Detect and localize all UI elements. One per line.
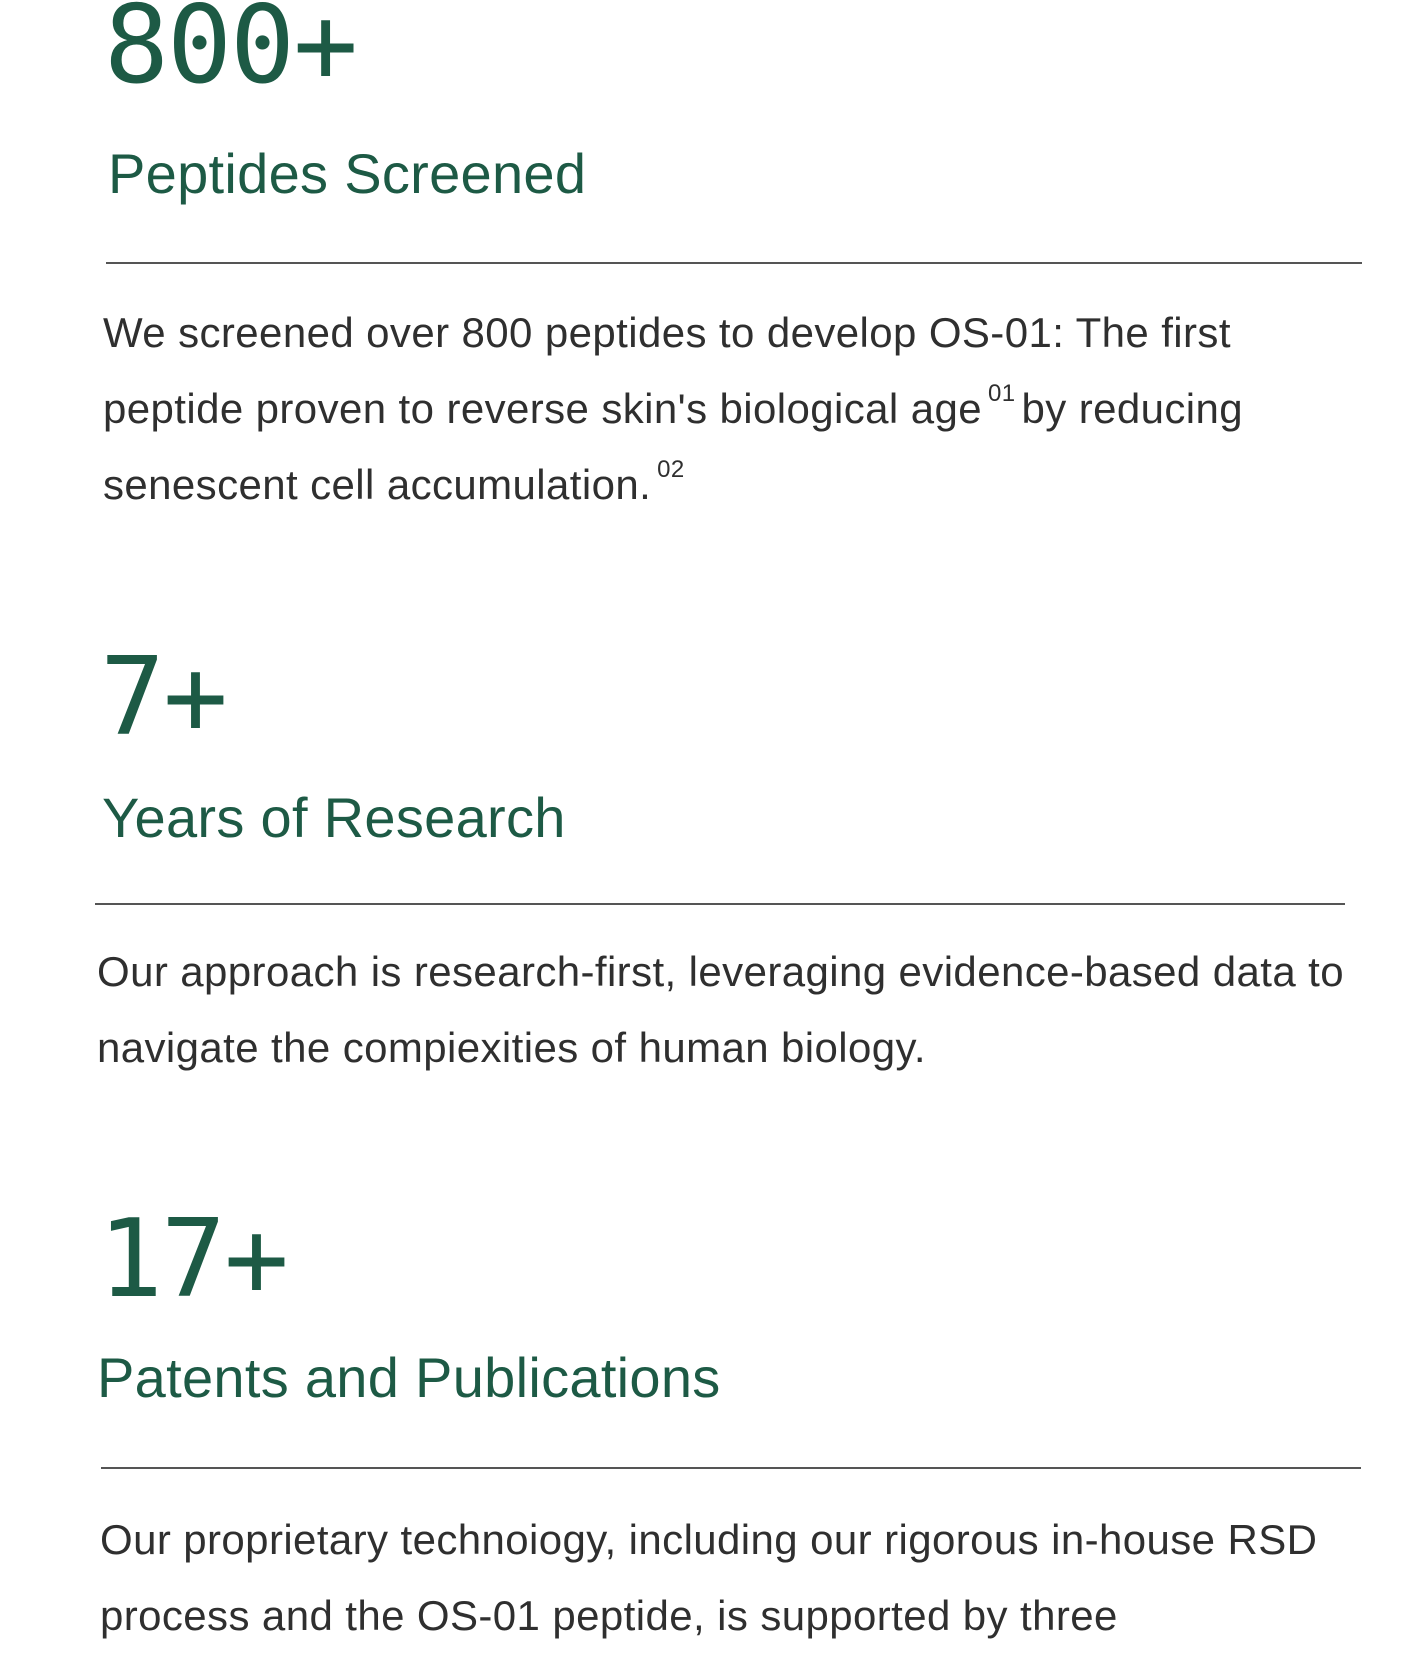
stat-label: Patents and Publications bbox=[97, 1346, 721, 1409]
stat-number: 800+ bbox=[104, 0, 357, 108]
stat-description: Our proprietary technoiogy, including our rigorous in-house RSD process and the OS-01 peptide, is supported by three bbox=[100, 1516, 1318, 1639]
footnote-ref-02[interactable]: 02 bbox=[657, 456, 685, 483]
stat-description bbox=[103, 295, 1373, 523]
stat-number: 7+ bbox=[100, 635, 227, 760]
stat-number: 17+ bbox=[98, 1197, 288, 1322]
stat-description-text: We screened over 800 peptides to develop OS-01: The first peptide proven to reverse skin's biological age bbox=[103, 309, 1231, 432]
stat-divider bbox=[95, 903, 1345, 905]
stat-label: Peptides Screened bbox=[108, 142, 587, 205]
stat-description: Our approach is research-first, leveraging evidence-based data to navigate the compiexities of human biology. bbox=[97, 948, 1344, 1071]
stat-label: Years of Research bbox=[102, 786, 566, 849]
stat-divider bbox=[101, 1467, 1361, 1469]
stat-description-text: by reducing senescent cell accumulation. bbox=[103, 385, 1244, 508]
footnote-ref-01[interactable]: 01 bbox=[988, 380, 1016, 407]
stat-divider bbox=[106, 262, 1362, 264]
